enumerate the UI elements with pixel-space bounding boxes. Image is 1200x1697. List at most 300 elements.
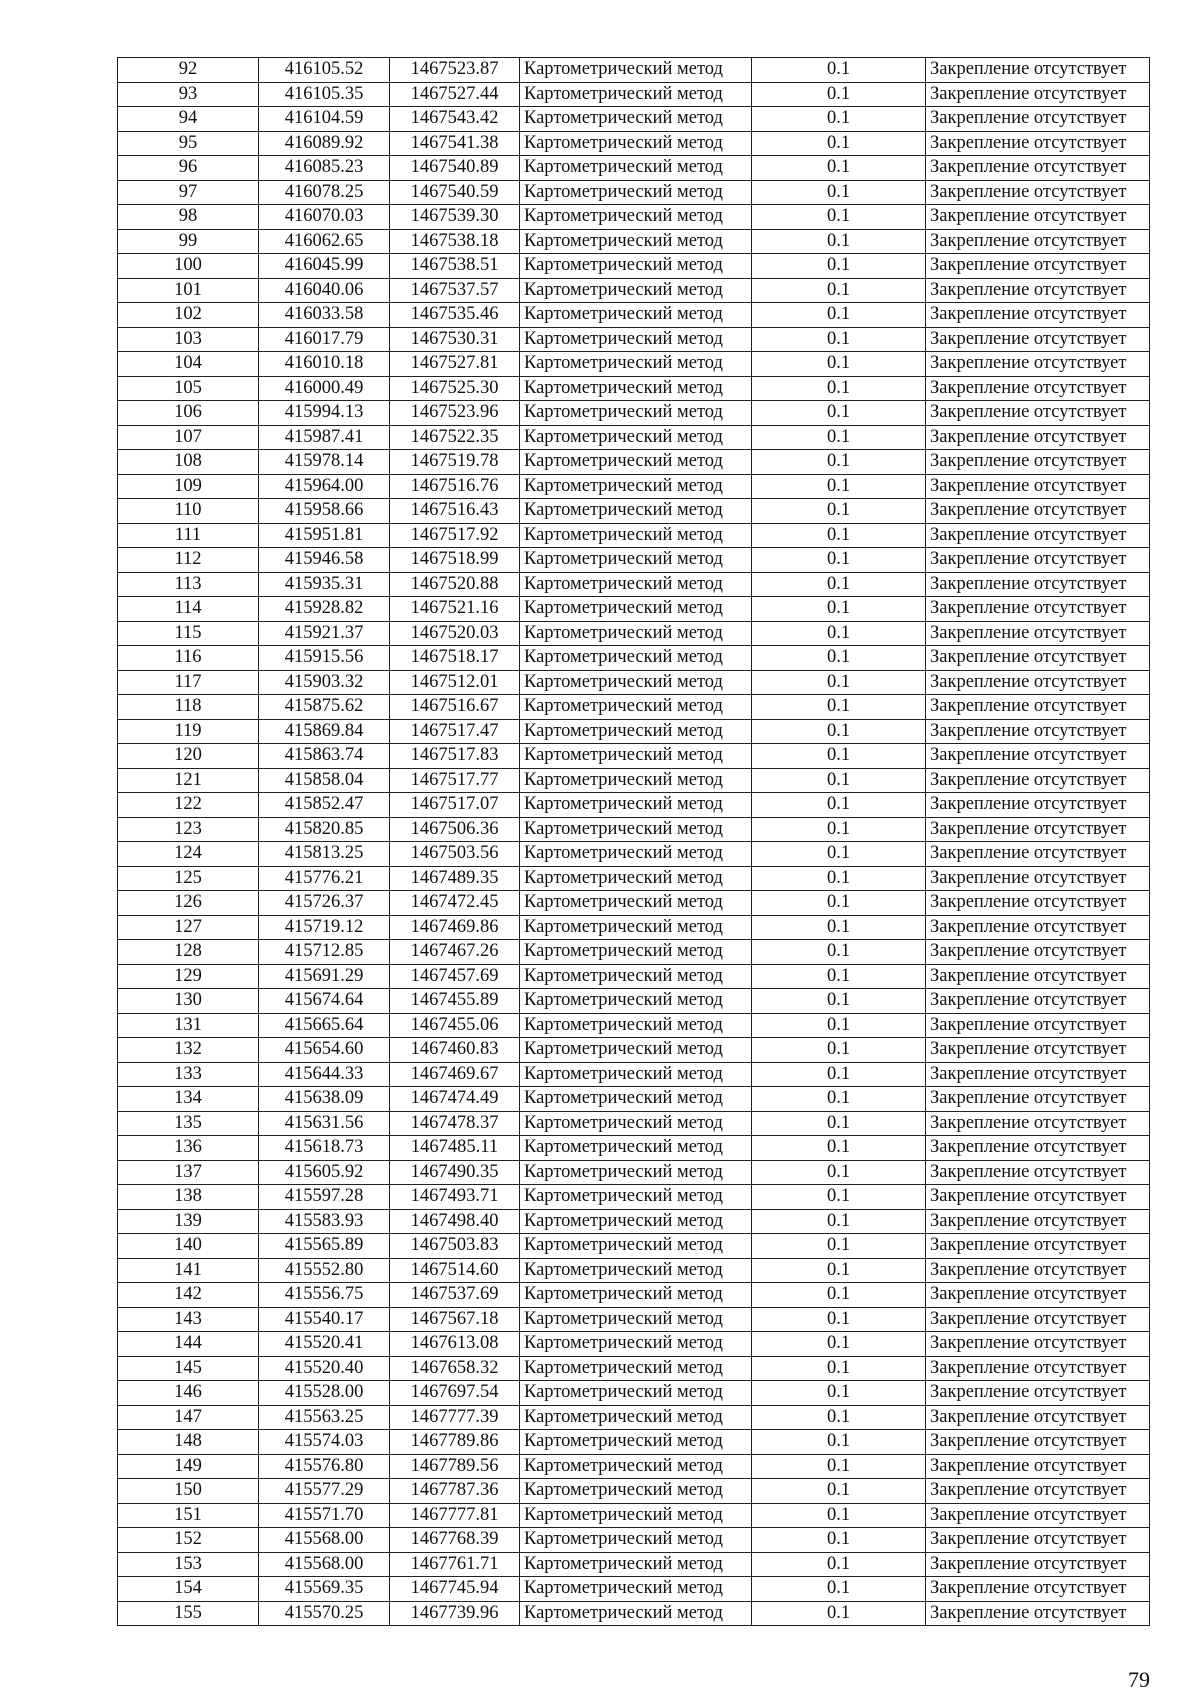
fixing-cell: Закрепление отсутствует — [926, 621, 1150, 646]
x-coordinate-cell: 415520.40 — [259, 1356, 390, 1381]
table-row — [118, 1283, 1150, 1308]
accuracy-cell: 0.1 — [752, 768, 926, 793]
table-row — [118, 891, 1150, 916]
x-coordinate-cell: 415568.00 — [259, 1528, 390, 1553]
fixing-cell: Закрепление отсутствует — [926, 523, 1150, 548]
point-number-cell: 118 — [118, 695, 259, 720]
accuracy-cell: 0.1 — [752, 1111, 926, 1136]
point-number-cell: 109 — [118, 474, 259, 499]
accuracy-cell: 0.1 — [752, 254, 926, 279]
table-row — [118, 180, 1150, 205]
y-coordinate-cell: 1467768.39 — [390, 1528, 520, 1553]
point-number-cell: 120 — [118, 744, 259, 769]
accuracy-cell: 0.1 — [752, 327, 926, 352]
accuracy-cell: 0.1 — [752, 866, 926, 891]
y-coordinate-cell: 1467519.78 — [390, 450, 520, 475]
x-coordinate-cell: 416105.52 — [259, 58, 390, 83]
fixing-cell: Закрепление отсутствует — [926, 891, 1150, 916]
point-number-cell: 136 — [118, 1136, 259, 1161]
y-coordinate-cell: 1467535.46 — [390, 303, 520, 328]
method-cell: Картометрический метод — [520, 180, 752, 205]
method-cell: Картометрический метод — [520, 1332, 752, 1357]
y-coordinate-cell: 1467523.87 — [390, 58, 520, 83]
point-number-cell: 114 — [118, 597, 259, 622]
x-coordinate-cell: 416078.25 — [259, 180, 390, 205]
y-coordinate-cell: 1467455.06 — [390, 1013, 520, 1038]
method-cell: Картометрический метод — [520, 303, 752, 328]
table-row — [118, 719, 1150, 744]
table-row — [118, 1307, 1150, 1332]
fixing-cell: Закрепление отсутствует — [926, 1577, 1150, 1602]
fixing-cell: Закрепление отсутствует — [926, 1454, 1150, 1479]
accuracy-cell: 0.1 — [752, 376, 926, 401]
accuracy-cell: 0.1 — [752, 205, 926, 230]
y-coordinate-cell: 1467498.40 — [390, 1209, 520, 1234]
table-row — [118, 1038, 1150, 1063]
accuracy-cell: 0.1 — [752, 989, 926, 1014]
accuracy-cell: 0.1 — [752, 1087, 926, 1112]
point-number-cell: 129 — [118, 964, 259, 989]
point-number-cell: 126 — [118, 891, 259, 916]
y-coordinate-cell: 1467761.71 — [390, 1552, 520, 1577]
table-row — [118, 376, 1150, 401]
table-row — [118, 450, 1150, 475]
table-row — [118, 915, 1150, 940]
x-coordinate-cell: 415638.09 — [259, 1087, 390, 1112]
x-coordinate-cell: 415556.75 — [259, 1283, 390, 1308]
accuracy-cell: 0.1 — [752, 1038, 926, 1063]
method-cell: Картометрический метод — [520, 597, 752, 622]
x-coordinate-cell: 416017.79 — [259, 327, 390, 352]
x-coordinate-cell: 415776.21 — [259, 866, 390, 891]
table-row — [118, 817, 1150, 842]
accuracy-cell: 0.1 — [752, 425, 926, 450]
x-coordinate-cell: 415568.00 — [259, 1552, 390, 1577]
point-number-cell: 137 — [118, 1160, 259, 1185]
point-number-cell: 133 — [118, 1062, 259, 1087]
x-coordinate-cell: 415674.64 — [259, 989, 390, 1014]
x-coordinate-cell: 415574.03 — [259, 1430, 390, 1455]
fixing-cell: Закрепление отсутствует — [926, 1136, 1150, 1161]
fixing-cell: Закрепление отсутствует — [926, 229, 1150, 254]
table-row — [118, 1258, 1150, 1283]
point-number-cell: 143 — [118, 1307, 259, 1332]
point-number-cell: 146 — [118, 1381, 259, 1406]
accuracy-cell: 0.1 — [752, 621, 926, 646]
method-cell: Картометрический метод — [520, 1087, 752, 1112]
y-coordinate-cell: 1467541.38 — [390, 131, 520, 156]
x-coordinate-cell: 415903.32 — [259, 670, 390, 695]
accuracy-cell: 0.1 — [752, 1209, 926, 1234]
accuracy-cell: 0.1 — [752, 1430, 926, 1455]
fixing-cell: Закрепление отсутствует — [926, 327, 1150, 352]
x-coordinate-cell: 415712.85 — [259, 940, 390, 965]
accuracy-cell: 0.1 — [752, 1013, 926, 1038]
x-coordinate-cell: 415644.33 — [259, 1062, 390, 1087]
point-number-cell: 135 — [118, 1111, 259, 1136]
point-number-cell: 128 — [118, 940, 259, 965]
table-row — [118, 156, 1150, 181]
fixing-cell: Закрепление отсутствует — [926, 1528, 1150, 1553]
table-row — [118, 1430, 1150, 1455]
x-coordinate-cell: 415631.56 — [259, 1111, 390, 1136]
x-coordinate-cell: 415571.70 — [259, 1503, 390, 1528]
x-coordinate-cell: 415654.60 — [259, 1038, 390, 1063]
table-row — [118, 1356, 1150, 1381]
point-number-cell: 147 — [118, 1405, 259, 1430]
y-coordinate-cell: 1467613.08 — [390, 1332, 520, 1357]
x-coordinate-cell: 415951.81 — [259, 523, 390, 548]
method-cell: Картометрический метод — [520, 1577, 752, 1602]
table-row — [118, 1209, 1150, 1234]
y-coordinate-cell: 1467697.54 — [390, 1381, 520, 1406]
point-number-cell: 149 — [118, 1454, 259, 1479]
point-number-cell: 110 — [118, 499, 259, 524]
fixing-cell: Закрепление отсутствует — [926, 1332, 1150, 1357]
point-number-cell: 132 — [118, 1038, 259, 1063]
point-number-cell: 105 — [118, 376, 259, 401]
table-row — [118, 82, 1150, 107]
y-coordinate-cell: 1467540.89 — [390, 156, 520, 181]
accuracy-cell: 0.1 — [752, 1405, 926, 1430]
y-coordinate-cell: 1467539.30 — [390, 205, 520, 230]
accuracy-cell: 0.1 — [752, 646, 926, 671]
accuracy-cell: 0.1 — [752, 793, 926, 818]
method-cell: Картометрический метод — [520, 866, 752, 891]
y-coordinate-cell: 1467469.67 — [390, 1062, 520, 1087]
point-number-cell: 121 — [118, 768, 259, 793]
point-number-cell: 96 — [118, 156, 259, 181]
y-coordinate-cell: 1467537.57 — [390, 278, 520, 303]
table-row — [118, 940, 1150, 965]
table-row — [118, 793, 1150, 818]
x-coordinate-cell: 415563.25 — [259, 1405, 390, 1430]
table-row — [118, 1528, 1150, 1553]
method-cell: Картометрический метод — [520, 1430, 752, 1455]
x-coordinate-cell: 416085.23 — [259, 156, 390, 181]
point-number-cell: 93 — [118, 82, 259, 107]
fixing-cell: Закрепление отсутствует — [926, 915, 1150, 940]
y-coordinate-cell: 1467503.83 — [390, 1234, 520, 1259]
y-coordinate-cell: 1467787.36 — [390, 1479, 520, 1504]
y-coordinate-cell: 1467518.99 — [390, 548, 520, 573]
method-cell: Картометрический метод — [520, 1234, 752, 1259]
table-row — [118, 1552, 1150, 1577]
x-coordinate-cell: 415921.37 — [259, 621, 390, 646]
point-number-cell: 153 — [118, 1552, 259, 1577]
x-coordinate-cell: 416045.99 — [259, 254, 390, 279]
table-row — [118, 989, 1150, 1014]
table-row — [118, 548, 1150, 573]
table-row — [118, 597, 1150, 622]
method-cell: Картометрический метод — [520, 793, 752, 818]
x-coordinate-cell: 416000.49 — [259, 376, 390, 401]
x-coordinate-cell: 415520.41 — [259, 1332, 390, 1357]
accuracy-cell: 0.1 — [752, 1577, 926, 1602]
fixing-cell: Закрепление отсутствует — [926, 572, 1150, 597]
y-coordinate-cell: 1467525.30 — [390, 376, 520, 401]
fixing-cell: Закрепление отсутствует — [926, 1381, 1150, 1406]
fixing-cell: Закрепление отсутствует — [926, 180, 1150, 205]
fixing-cell: Закрепление отсутствует — [926, 1356, 1150, 1381]
y-coordinate-cell: 1467517.07 — [390, 793, 520, 818]
point-number-cell: 130 — [118, 989, 259, 1014]
point-number-cell: 117 — [118, 670, 259, 695]
y-coordinate-cell: 1467538.18 — [390, 229, 520, 254]
method-cell: Картометрический метод — [520, 915, 752, 940]
method-cell: Картометрический метод — [520, 1405, 752, 1430]
table-row — [118, 499, 1150, 524]
accuracy-cell: 0.1 — [752, 817, 926, 842]
point-number-cell: 131 — [118, 1013, 259, 1038]
method-cell: Картометрический метод — [520, 450, 752, 475]
accuracy-cell: 0.1 — [752, 964, 926, 989]
x-coordinate-cell: 415935.31 — [259, 572, 390, 597]
method-cell: Картометрический метод — [520, 964, 752, 989]
method-cell: Картометрический метод — [520, 131, 752, 156]
y-coordinate-cell: 1467789.86 — [390, 1430, 520, 1455]
accuracy-cell: 0.1 — [752, 1160, 926, 1185]
method-cell: Картометрический метод — [520, 474, 752, 499]
y-coordinate-cell: 1467777.39 — [390, 1405, 520, 1430]
table-row — [118, 1160, 1150, 1185]
fixing-cell: Закрепление отсутствует — [926, 1552, 1150, 1577]
table-row — [118, 964, 1150, 989]
accuracy-cell: 0.1 — [752, 1062, 926, 1087]
x-coordinate-cell: 415813.25 — [259, 842, 390, 867]
point-number-cell: 95 — [118, 131, 259, 156]
method-cell: Картометрический метод — [520, 254, 752, 279]
accuracy-cell: 0.1 — [752, 523, 926, 548]
point-number-cell: 99 — [118, 229, 259, 254]
x-coordinate-cell: 415691.29 — [259, 964, 390, 989]
x-coordinate-cell: 415597.28 — [259, 1185, 390, 1210]
x-coordinate-cell: 415605.92 — [259, 1160, 390, 1185]
table-row — [118, 1062, 1150, 1087]
point-number-cell: 102 — [118, 303, 259, 328]
method-cell: Картометрический метод — [520, 82, 752, 107]
method-cell: Картометрический метод — [520, 989, 752, 1014]
x-coordinate-cell: 415958.66 — [259, 499, 390, 524]
y-coordinate-cell: 1467455.89 — [390, 989, 520, 1014]
method-cell: Картометрический метод — [520, 425, 752, 450]
table-row — [118, 1601, 1150, 1626]
point-number-cell: 119 — [118, 719, 259, 744]
method-cell: Картометрический метод — [520, 156, 752, 181]
y-coordinate-cell: 1467521.16 — [390, 597, 520, 622]
y-coordinate-cell: 1467485.11 — [390, 1136, 520, 1161]
y-coordinate-cell: 1467493.71 — [390, 1185, 520, 1210]
accuracy-cell: 0.1 — [752, 572, 926, 597]
method-cell: Картометрический метод — [520, 621, 752, 646]
x-coordinate-cell: 415665.64 — [259, 1013, 390, 1038]
accuracy-cell: 0.1 — [752, 940, 926, 965]
method-cell: Картометрический метод — [520, 376, 752, 401]
method-cell: Картометрический метод — [520, 768, 752, 793]
method-cell: Картометрический метод — [520, 940, 752, 965]
method-cell: Картометрический метод — [520, 1479, 752, 1504]
y-coordinate-cell: 1467520.03 — [390, 621, 520, 646]
x-coordinate-cell: 415869.84 — [259, 719, 390, 744]
fixing-cell: Закрепление отсутствует — [926, 964, 1150, 989]
y-coordinate-cell: 1467777.81 — [390, 1503, 520, 1528]
point-number-cell: 98 — [118, 205, 259, 230]
accuracy-cell: 0.1 — [752, 107, 926, 132]
accuracy-cell: 0.1 — [752, 719, 926, 744]
y-coordinate-cell: 1467517.47 — [390, 719, 520, 744]
fixing-cell: Закрепление отсутствует — [926, 866, 1150, 891]
x-coordinate-cell: 415618.73 — [259, 1136, 390, 1161]
accuracy-cell: 0.1 — [752, 352, 926, 377]
method-cell: Картометрический метод — [520, 719, 752, 744]
point-number-cell: 101 — [118, 278, 259, 303]
fixing-cell: Закрепление отсутствует — [926, 1185, 1150, 1210]
x-coordinate-cell: 415863.74 — [259, 744, 390, 769]
y-coordinate-cell: 1467520.88 — [390, 572, 520, 597]
point-number-cell: 138 — [118, 1185, 259, 1210]
fixing-cell: Закрепление отсутствует — [926, 989, 1150, 1014]
table-row — [118, 1136, 1150, 1161]
y-coordinate-cell: 1467516.43 — [390, 499, 520, 524]
method-cell: Картометрический метод — [520, 842, 752, 867]
fixing-cell: Закрепление отсутствует — [926, 1234, 1150, 1259]
x-coordinate-cell: 415583.93 — [259, 1209, 390, 1234]
fixing-cell: Закрепление отсутствует — [926, 107, 1150, 132]
y-coordinate-cell: 1467517.92 — [390, 523, 520, 548]
y-coordinate-cell: 1467523.96 — [390, 401, 520, 426]
table-row — [118, 1111, 1150, 1136]
accuracy-cell: 0.1 — [752, 744, 926, 769]
accuracy-cell: 0.1 — [752, 401, 926, 426]
fixing-cell: Закрепление отсутствует — [926, 278, 1150, 303]
accuracy-cell: 0.1 — [752, 1479, 926, 1504]
y-coordinate-cell: 1467537.69 — [390, 1283, 520, 1308]
point-number-cell: 104 — [118, 352, 259, 377]
accuracy-cell: 0.1 — [752, 499, 926, 524]
y-coordinate-cell: 1467530.31 — [390, 327, 520, 352]
fixing-cell: Закрепление отсутствует — [926, 1160, 1150, 1185]
coordinates-table — [117, 57, 1150, 1626]
method-cell: Картометрический метод — [520, 499, 752, 524]
point-number-cell: 150 — [118, 1479, 259, 1504]
point-number-cell: 116 — [118, 646, 259, 671]
x-coordinate-cell: 416089.92 — [259, 131, 390, 156]
accuracy-cell: 0.1 — [752, 842, 926, 867]
fixing-cell: Закрепление отсутствует — [926, 376, 1150, 401]
fixing-cell: Закрепление отсутствует — [926, 131, 1150, 156]
fixing-cell: Закрепление отсутствует — [926, 719, 1150, 744]
x-coordinate-cell: 415915.56 — [259, 646, 390, 671]
fixing-cell: Закрепление отсутствует — [926, 450, 1150, 475]
point-number-cell: 111 — [118, 523, 259, 548]
x-coordinate-cell: 416105.35 — [259, 82, 390, 107]
x-coordinate-cell: 415964.00 — [259, 474, 390, 499]
accuracy-cell: 0.1 — [752, 1381, 926, 1406]
point-number-cell: 122 — [118, 793, 259, 818]
y-coordinate-cell: 1467516.76 — [390, 474, 520, 499]
method-cell: Картометрический метод — [520, 205, 752, 230]
method-cell: Картометрический метод — [520, 401, 752, 426]
x-coordinate-cell: 415565.89 — [259, 1234, 390, 1259]
accuracy-cell: 0.1 — [752, 1356, 926, 1381]
point-number-cell: 94 — [118, 107, 259, 132]
accuracy-cell: 0.1 — [752, 670, 926, 695]
point-number-cell: 151 — [118, 1503, 259, 1528]
point-number-cell: 152 — [118, 1528, 259, 1553]
fixing-cell: Закрепление отсутствует — [926, 744, 1150, 769]
accuracy-cell: 0.1 — [752, 1552, 926, 1577]
method-cell: Картометрический метод — [520, 646, 752, 671]
accuracy-cell: 0.1 — [752, 1503, 926, 1528]
point-number-cell: 125 — [118, 866, 259, 891]
method-cell: Картометрический метод — [520, 891, 752, 916]
accuracy-cell: 0.1 — [752, 1454, 926, 1479]
table-row — [118, 1185, 1150, 1210]
accuracy-cell: 0.1 — [752, 58, 926, 83]
fixing-cell: Закрепление отсутствует — [926, 817, 1150, 842]
fixing-cell: Закрепление отсутствует — [926, 695, 1150, 720]
point-number-cell: 107 — [118, 425, 259, 450]
table-row — [118, 1234, 1150, 1259]
point-number-cell: 106 — [118, 401, 259, 426]
x-coordinate-cell: 416070.03 — [259, 205, 390, 230]
accuracy-cell: 0.1 — [752, 450, 926, 475]
table-row — [118, 352, 1150, 377]
y-coordinate-cell: 1467745.94 — [390, 1577, 520, 1602]
y-coordinate-cell: 1467490.35 — [390, 1160, 520, 1185]
table-row — [118, 695, 1150, 720]
accuracy-cell: 0.1 — [752, 474, 926, 499]
method-cell: Картометрический метод — [520, 352, 752, 377]
method-cell: Картометрический метод — [520, 229, 752, 254]
method-cell: Картометрический метод — [520, 1283, 752, 1308]
method-cell: Картометрический метод — [520, 523, 752, 548]
page-number: 79 — [1128, 1667, 1150, 1692]
x-coordinate-cell: 415987.41 — [259, 425, 390, 450]
method-cell: Картометрический метод — [520, 1528, 752, 1553]
point-number-cell: 123 — [118, 817, 259, 842]
table-row — [118, 523, 1150, 548]
accuracy-cell: 0.1 — [752, 1601, 926, 1626]
method-cell: Картометрический метод — [520, 1013, 752, 1038]
accuracy-cell: 0.1 — [752, 695, 926, 720]
table-row — [118, 842, 1150, 867]
y-coordinate-cell: 1467527.81 — [390, 352, 520, 377]
fixing-cell: Закрепление отсутствует — [926, 425, 1150, 450]
table-row — [118, 107, 1150, 132]
y-coordinate-cell: 1467467.26 — [390, 940, 520, 965]
fixing-cell: Закрепление отсутствует — [926, 1013, 1150, 1038]
x-coordinate-cell: 416062.65 — [259, 229, 390, 254]
accuracy-cell: 0.1 — [752, 131, 926, 156]
method-cell: Картометрический метод — [520, 1356, 752, 1381]
fixing-cell: Закрепление отсутствует — [926, 1503, 1150, 1528]
point-number-cell: 140 — [118, 1234, 259, 1259]
x-coordinate-cell: 415577.29 — [259, 1479, 390, 1504]
x-coordinate-cell: 415978.14 — [259, 450, 390, 475]
fixing-cell: Закрепление отсутствует — [926, 1430, 1150, 1455]
y-coordinate-cell: 1467658.32 — [390, 1356, 520, 1381]
point-number-cell: 141 — [118, 1258, 259, 1283]
method-cell: Картометрический метод — [520, 548, 752, 573]
fixing-cell: Закрепление отсутствует — [926, 1307, 1150, 1332]
method-cell: Картометрический метод — [520, 1503, 752, 1528]
table-row — [118, 1479, 1150, 1504]
fixing-cell: Закрепление отсутствует — [926, 940, 1150, 965]
x-coordinate-cell: 415946.58 — [259, 548, 390, 573]
y-coordinate-cell: 1467469.86 — [390, 915, 520, 940]
x-coordinate-cell: 415719.12 — [259, 915, 390, 940]
